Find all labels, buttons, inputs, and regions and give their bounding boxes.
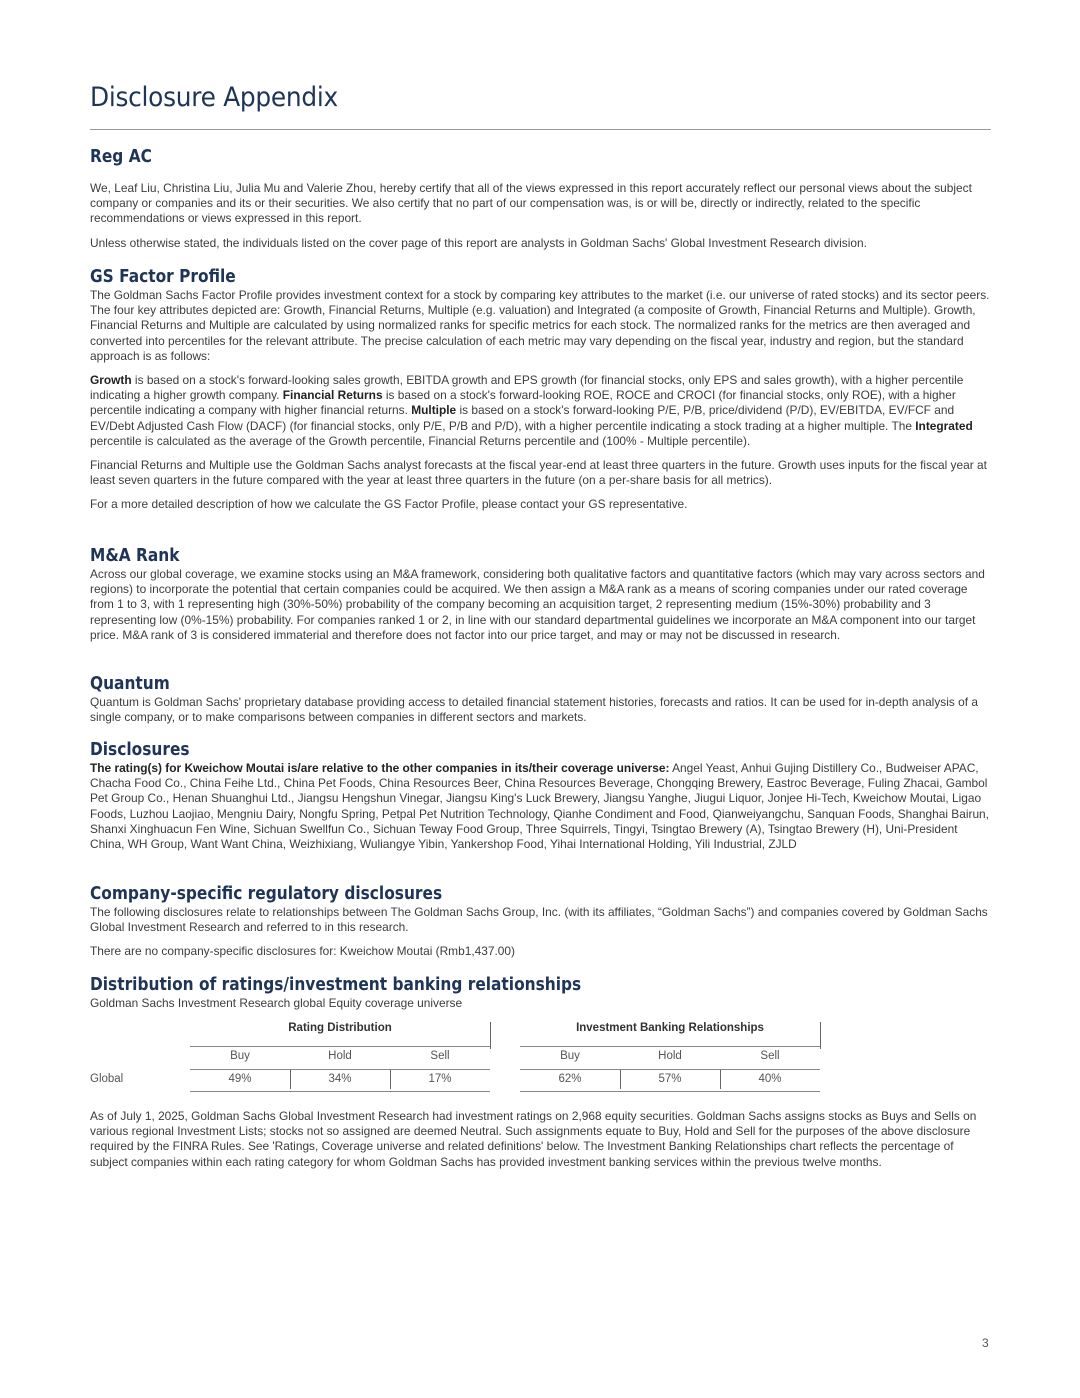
distribution-heading: Distribution of ratings/investment banking relationships — [90, 975, 582, 995]
financial-returns-label: Financial Returns — [282, 388, 383, 403]
mna-rank-heading: M&A Rank — [90, 546, 180, 566]
disclosures-heading: Disclosures — [90, 740, 190, 760]
growth-label: Growth — [90, 373, 132, 388]
coverage-companies: Angel Yeast, Anhui Gujing Distillery Co., Budweiser APAC, Chacha Food Co., China Feihe Ltd., China Pet Foods, China Resources Beer, China Resources Beverage, Chongqing Brewery, Eastroc Beverage, Fuling Zhacai, Gambol Pet Group Co., Henan Shuanghui Ltd., Jiangsu Hengshun Vinegar, Jiangsu King's Luck Brewery, Jiangsu Yanghe, Jiugui Liquor, Jonjee Hi-Tech, Kweichow Moutai, Ligao Foods, Luzhou Laojiao, Mengniu Dairy, Nongfu Spring, Petpal Pet Nutrition Technology, Qianhe Condiment and Food, Qianweiyangchu, Sanquan Foods, Shanghai Bairun, Shanxi Xinghuacun Fen Wine, Sichuan Swellfun Co., Sichuan Teway Food Group, Three Squirrels, Tingyi, Tsingtao Brewery (A), Tsingtao Brewery (H), Uni-President China, WH Group, Want Want China, Weizhixiang, Wuliangye Yibin, Yankershop Food, Yihai International Holding, Yili Industrial, ZJLD — [90, 761, 989, 852]
distribution-table — [90, 1022, 990, 1092]
reg-ac-section — [90, 147, 990, 251]
disclosures-lead: The rating(s) for Kweichow Moutai is/are relative to the other companies in its/their coverage universe: — [90, 761, 670, 775]
financial-returns-text: is based on a stock's forward-looking ROE, ROCE and CROCI (for financial stocks, only ROE), with a higher percentile indicating a company with higher financial returns. — [90, 388, 956, 418]
rating-sell-value: 17% — [428, 1073, 452, 1085]
table-rule — [190, 1046, 490, 1047]
factor-profile-heading: GS Factor Profile — [90, 267, 236, 287]
table-rule — [520, 1046, 820, 1047]
rating-hold-value: 34% — [328, 1073, 352, 1085]
factor-profile-paragraph-3: Financial Returns and Multiple use the Goldman Sachs analyst forecasts at the fiscal year-end at least three quarters in the future. Growth uses inputs for the fiscal year at least seven quarters in the future compared with the year at least three quarters in the future (on a per-share basis for all metrics). — [90, 458, 987, 488]
company-disclosures-paragraph-2: There are no company-specific disclosures for: Kweichow Moutai (Rmb1,437.00) — [90, 944, 515, 959]
table-divider — [390, 1070, 391, 1089]
rating-buy-value: 49% — [228, 1073, 252, 1085]
row-label-global: Global — [90, 1073, 124, 1085]
disclosures-section — [90, 740, 990, 852]
page-number: 3 — [982, 1336, 989, 1350]
quantum-paragraph: Quantum is Goldman Sachs' proprietary database providing access to detailed financial statement histories, forecasts and ratios. It can be used for in-depth analysis of a single company, or to make comparisons between companies in different sectors and markets. — [90, 695, 978, 725]
rating-distribution-title: Rating Distribution — [288, 1022, 392, 1034]
table-divider — [490, 1022, 491, 1049]
mna-rank-paragraph: Across our global coverage, we examine stocks using an M&A framework, considering both qualitative factors and quantitative factors (which may vary across sectors and regions) to incorporate the potential that certain companies could be acquired. We then assign a M&A rank as a means of scoring companies under our rated coverage from 1 to 3, with 1 representing high (30%-50%) probability of the company becoming an acquisition target, 2 representing medium (15%-30%) probability and 3 representing low (0%-15%) probability. For companies ranked 1 or 2, in line with our standard departmental guidelines we incorporate an M&A component into our target price. M&A rank of 3 is considered immaterial and therefore does not factor into our price target, and may or may not be discussed in research. — [90, 567, 985, 642]
ib-column-sell: Sell — [760, 1050, 780, 1062]
ib-buy-value: 62% — [558, 1073, 582, 1085]
quantum-section — [90, 674, 990, 725]
distribution-note: As of July 1, 2025, Goldman Sachs Global Investment Research had investment ratings on 2,968 equity securities. Goldman Sachs assigns stocks as Buys and Sells on various regional Investment Lists; stocks not so assigned are deemed Neutral. Such assignments equate to Buy, Hold and Sell for the purposes of the above disclosure required by the FINRA Rules. See 'Ratings, Coverage universe and related definitions' below. The Investment Banking Relationships chart reflects the percentage of subject companies within each rating category for whom Goldman Sachs has provided investment banking services within the previous twelve months. — [90, 1109, 977, 1169]
table-divider — [290, 1070, 291, 1089]
title-divider — [90, 129, 991, 130]
table-rule — [190, 1069, 490, 1070]
table-divider — [820, 1022, 821, 1049]
ib-relationships-title: Investment Banking Relationships — [576, 1022, 764, 1034]
ib-column-buy: Buy — [560, 1050, 580, 1062]
factor-profile-section — [90, 267, 990, 513]
reg-ac-heading: Reg AC — [90, 147, 152, 167]
integrated-label: Integrated — [915, 418, 973, 433]
rating-column-sell: Sell — [430, 1050, 450, 1062]
table-rule — [520, 1069, 820, 1070]
table-divider — [720, 1070, 721, 1089]
disclosures-paragraph — [90, 761, 990, 852]
growth-text: is based on a stock's forward-looking sales growth, EBITDA growth and EPS growth (for financial stocks, only EPS and sales growth), with a higher percentile indicating a higher growth company. — [90, 373, 964, 403]
mna-rank-section — [90, 546, 990, 643]
rating-column-buy: Buy — [230, 1050, 250, 1062]
company-disclosures-paragraph-1: The following disclosures relate to relationships between The Goldman Sachs Group, Inc. (with its affiliates, “Goldman Sachs”) and companies covered by Goldman Sachs Global Investment Research and referred to in this research. — [90, 905, 988, 935]
factor-profile-definitions — [90, 373, 990, 449]
ib-hold-value: 57% — [658, 1073, 682, 1085]
page-title: Disclosure Appendix — [90, 82, 338, 113]
integrated-text: percentile is calculated as the average of the Growth percentile, Financial Returns percentile and (100% - Multiple percentile). — [90, 433, 751, 448]
table-divider — [620, 1070, 621, 1089]
multiple-label: Multiple — [411, 403, 457, 418]
ib-column-hold: Hold — [658, 1050, 682, 1062]
distribution-subtitle: Goldman Sachs Investment Research global Equity coverage universe — [90, 996, 463, 1010]
factor-profile-paragraph-4: For a more detailed description of how we calculate the GS Factor Profile, please contact your GS representative. — [90, 497, 688, 512]
reg-ac-paragraph-1: We, Leaf Liu, Christina Liu, Julia Mu and Valerie Zhou, hereby certify that all of the views expressed in this report accurately reflect our personal views about the subject company or companies and its or their securities. We also certify that no part of our compensation was, is or will be, directly or indirectly, related to the specific recommendations or views expressed in this report. — [90, 181, 972, 226]
distribution-section — [90, 975, 990, 1011]
company-disclosures-section — [90, 884, 990, 960]
rating-column-hold: Hold — [328, 1050, 352, 1062]
company-disclosures-heading: Company-specific regulatory disclosures — [90, 884, 443, 904]
table-rule — [520, 1091, 820, 1092]
quantum-heading: Quantum — [90, 674, 170, 694]
table-rule — [190, 1091, 490, 1092]
reg-ac-paragraph-2: Unless otherwise stated, the individuals listed on the cover page of this report are analysts in Goldman Sachs' Global Investment Research division. — [90, 235, 867, 250]
distribution-note-section — [90, 1109, 990, 1170]
ib-sell-value: 40% — [758, 1073, 782, 1085]
multiple-text: is based on a stock's forward-looking P/E, P/B, price/dividend (P/D), EV/EBITDA, EV/FCF and EV/Debt Adjusted Cash Flow (DACF) (for financial stocks, only P/E, P/B and P/D), with a higher percentile indicating a stock trading at a higher multiple. The — [90, 403, 955, 433]
factor-profile-paragraph-1: The Goldman Sachs Factor Profile provides investment context for a stock by comparing key attributes to the market (i.e. our universe of rated stocks) and its sector peers. The four key attributes depicted are: Growth, Financial Returns, Multiple (e.g. valuation) and Integrated (a composite of Growth, Financial Returns and Multiple). Growth, Financial Returns and Multiple are calculated by using normalized ranks for specific metrics for each stock. The normalized ranks for the metrics are then averaged and converted into percentiles for the relevant attribute. The precise calculation of each metric may vary depending on the fiscal year, industry and region, but the standard approach is as follows: — [90, 288, 990, 363]
